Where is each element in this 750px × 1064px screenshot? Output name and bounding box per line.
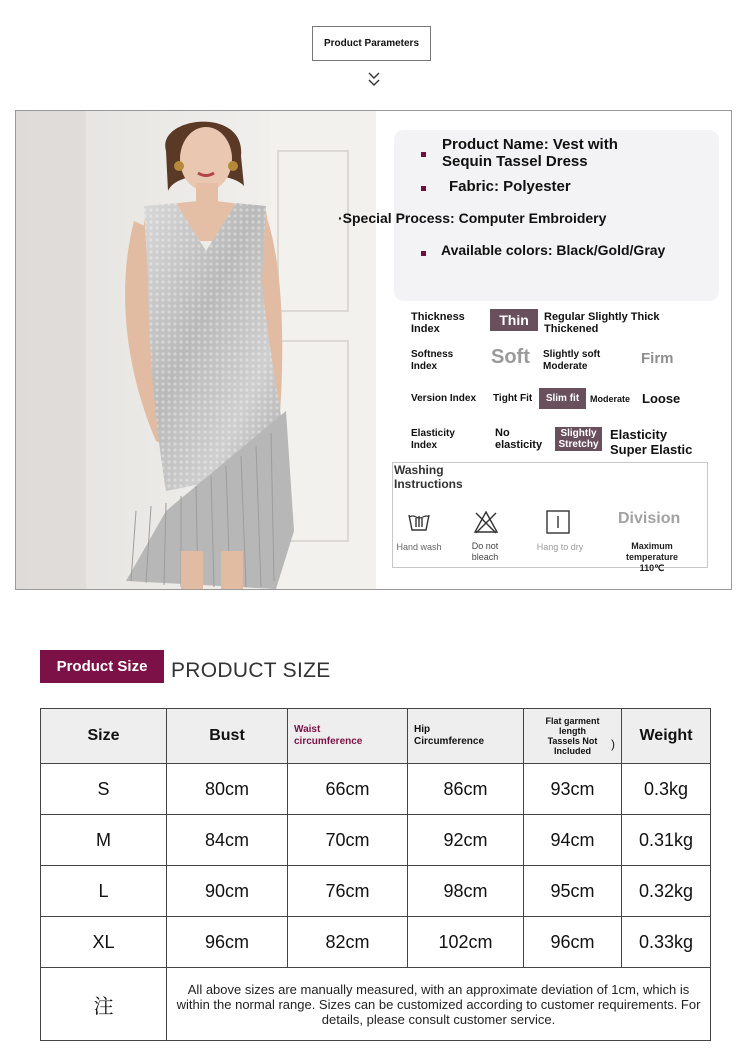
- product-name: Product Name: Vest with Sequin Tassel Dress: [442, 136, 618, 170]
- cell-length: 95cm: [524, 866, 622, 917]
- cell-waist: 66cm: [288, 764, 408, 815]
- thickness-options: Regular Slightly Thick Thickened: [544, 311, 660, 335]
- note-label: 注: [41, 968, 167, 1041]
- table-header-row: [41, 709, 711, 764]
- softness-index-label: Softness Index: [411, 349, 454, 372]
- cell-weight: 0.33kg: [622, 917, 711, 968]
- table-row: [41, 815, 711, 866]
- cell-waist: 82cm: [288, 917, 408, 968]
- elasticity-index-label: Elasticity Index: [411, 428, 455, 451]
- washing-instructions-title: Washing Instructions: [394, 463, 463, 491]
- hand-wash-icon: [406, 507, 432, 533]
- elasticity-no: No elasticity: [495, 427, 543, 451]
- cell-hip: 102cm: [408, 917, 524, 968]
- table-row: [41, 866, 711, 917]
- version-moderate: Moderate: [590, 394, 631, 404]
- double-chevron-down-icon: [364, 68, 384, 90]
- cell-waist: 70cm: [288, 815, 408, 866]
- header-size: Size: [41, 709, 167, 764]
- softness-firm: Firm: [641, 350, 674, 367]
- header-waist: Waist circumference: [288, 709, 408, 764]
- cell-size: L: [41, 866, 167, 917]
- model-photo: [16, 111, 376, 589]
- elasticity-selected: Slightly Stretchy: [555, 427, 602, 451]
- product-parameters-header: Product Parameters: [312, 26, 431, 61]
- product-size-title: PRODUCT SIZE: [171, 659, 331, 682]
- cell-bust: 84cm: [167, 815, 288, 866]
- version-index-label: Version Index: [411, 393, 477, 404]
- bullet-icon: [421, 152, 426, 157]
- table-row: [41, 764, 711, 815]
- hang-dry-icon: [545, 509, 571, 535]
- version-loose: Loose: [642, 391, 681, 406]
- note-text: All above sizes are manually measured, with an approximate deviation of 1cm, which is within the normal range. Sizes can be customized according to customer requirements. For details, please consult customer service.: [167, 968, 711, 1041]
- header-length: Flat garment length Tassels Not Included ): [524, 709, 622, 764]
- bullet-icon: [421, 186, 426, 191]
- cell-waist: 76cm: [288, 866, 408, 917]
- product-size-badge: Product Size: [40, 650, 164, 683]
- fabric: Fabric: Polyester: [449, 178, 571, 195]
- thickness-index-label: Thickness Index: [411, 311, 465, 335]
- thickness-selected: Thin: [490, 309, 538, 331]
- cell-length: 93cm: [524, 764, 622, 815]
- header-hip: Hip Circumference: [408, 709, 524, 764]
- special-process: ·Special Process: Computer Embroidery: [338, 210, 607, 226]
- cell-bust: 80cm: [167, 764, 288, 815]
- header-length-paren: ): [611, 737, 615, 751]
- cell-bust: 90cm: [167, 866, 288, 917]
- softness-soft: Soft: [491, 346, 530, 368]
- cell-bust: 96cm: [167, 917, 288, 968]
- max-temperature-label: Maximum temperature 110℃: [625, 541, 679, 573]
- size-table: [40, 708, 711, 1041]
- cell-hip: 92cm: [408, 815, 524, 866]
- cell-size: S: [41, 764, 167, 815]
- cell-weight: 0.32kg: [622, 866, 711, 917]
- cell-hip: 86cm: [408, 764, 524, 815]
- no-bleach-icon: [473, 509, 499, 535]
- cell-size: XL: [41, 917, 167, 968]
- note-row: [41, 968, 711, 1041]
- cell-length: 96cm: [524, 917, 622, 968]
- version-selected: Slim fit: [539, 388, 586, 409]
- table-row: [41, 917, 711, 968]
- cell-weight: 0.3kg: [622, 764, 711, 815]
- cell-hip: 98cm: [408, 866, 524, 917]
- division-label: Division: [618, 510, 681, 527]
- no-bleach-label: Do not bleach: [471, 541, 499, 562]
- version-tight-fit: Tight Fit: [493, 393, 533, 404]
- hang-dry-label: Hang to dry: [536, 542, 584, 552]
- hand-wash-label: Hand wash: [396, 542, 442, 552]
- cell-weight: 0.31kg: [622, 815, 711, 866]
- softness-options: Slightly soft Moderate: [543, 349, 601, 372]
- header-bust: Bust: [167, 709, 288, 764]
- cell-length: 94cm: [524, 815, 622, 866]
- available-colors: Available colors: Black/Gold/Gray: [441, 242, 666, 258]
- elasticity-elastic: Elasticity Super Elastic: [610, 427, 693, 457]
- bullet-icon: [421, 251, 426, 256]
- cell-size: M: [41, 815, 167, 866]
- header-weight: Weight: [622, 709, 711, 764]
